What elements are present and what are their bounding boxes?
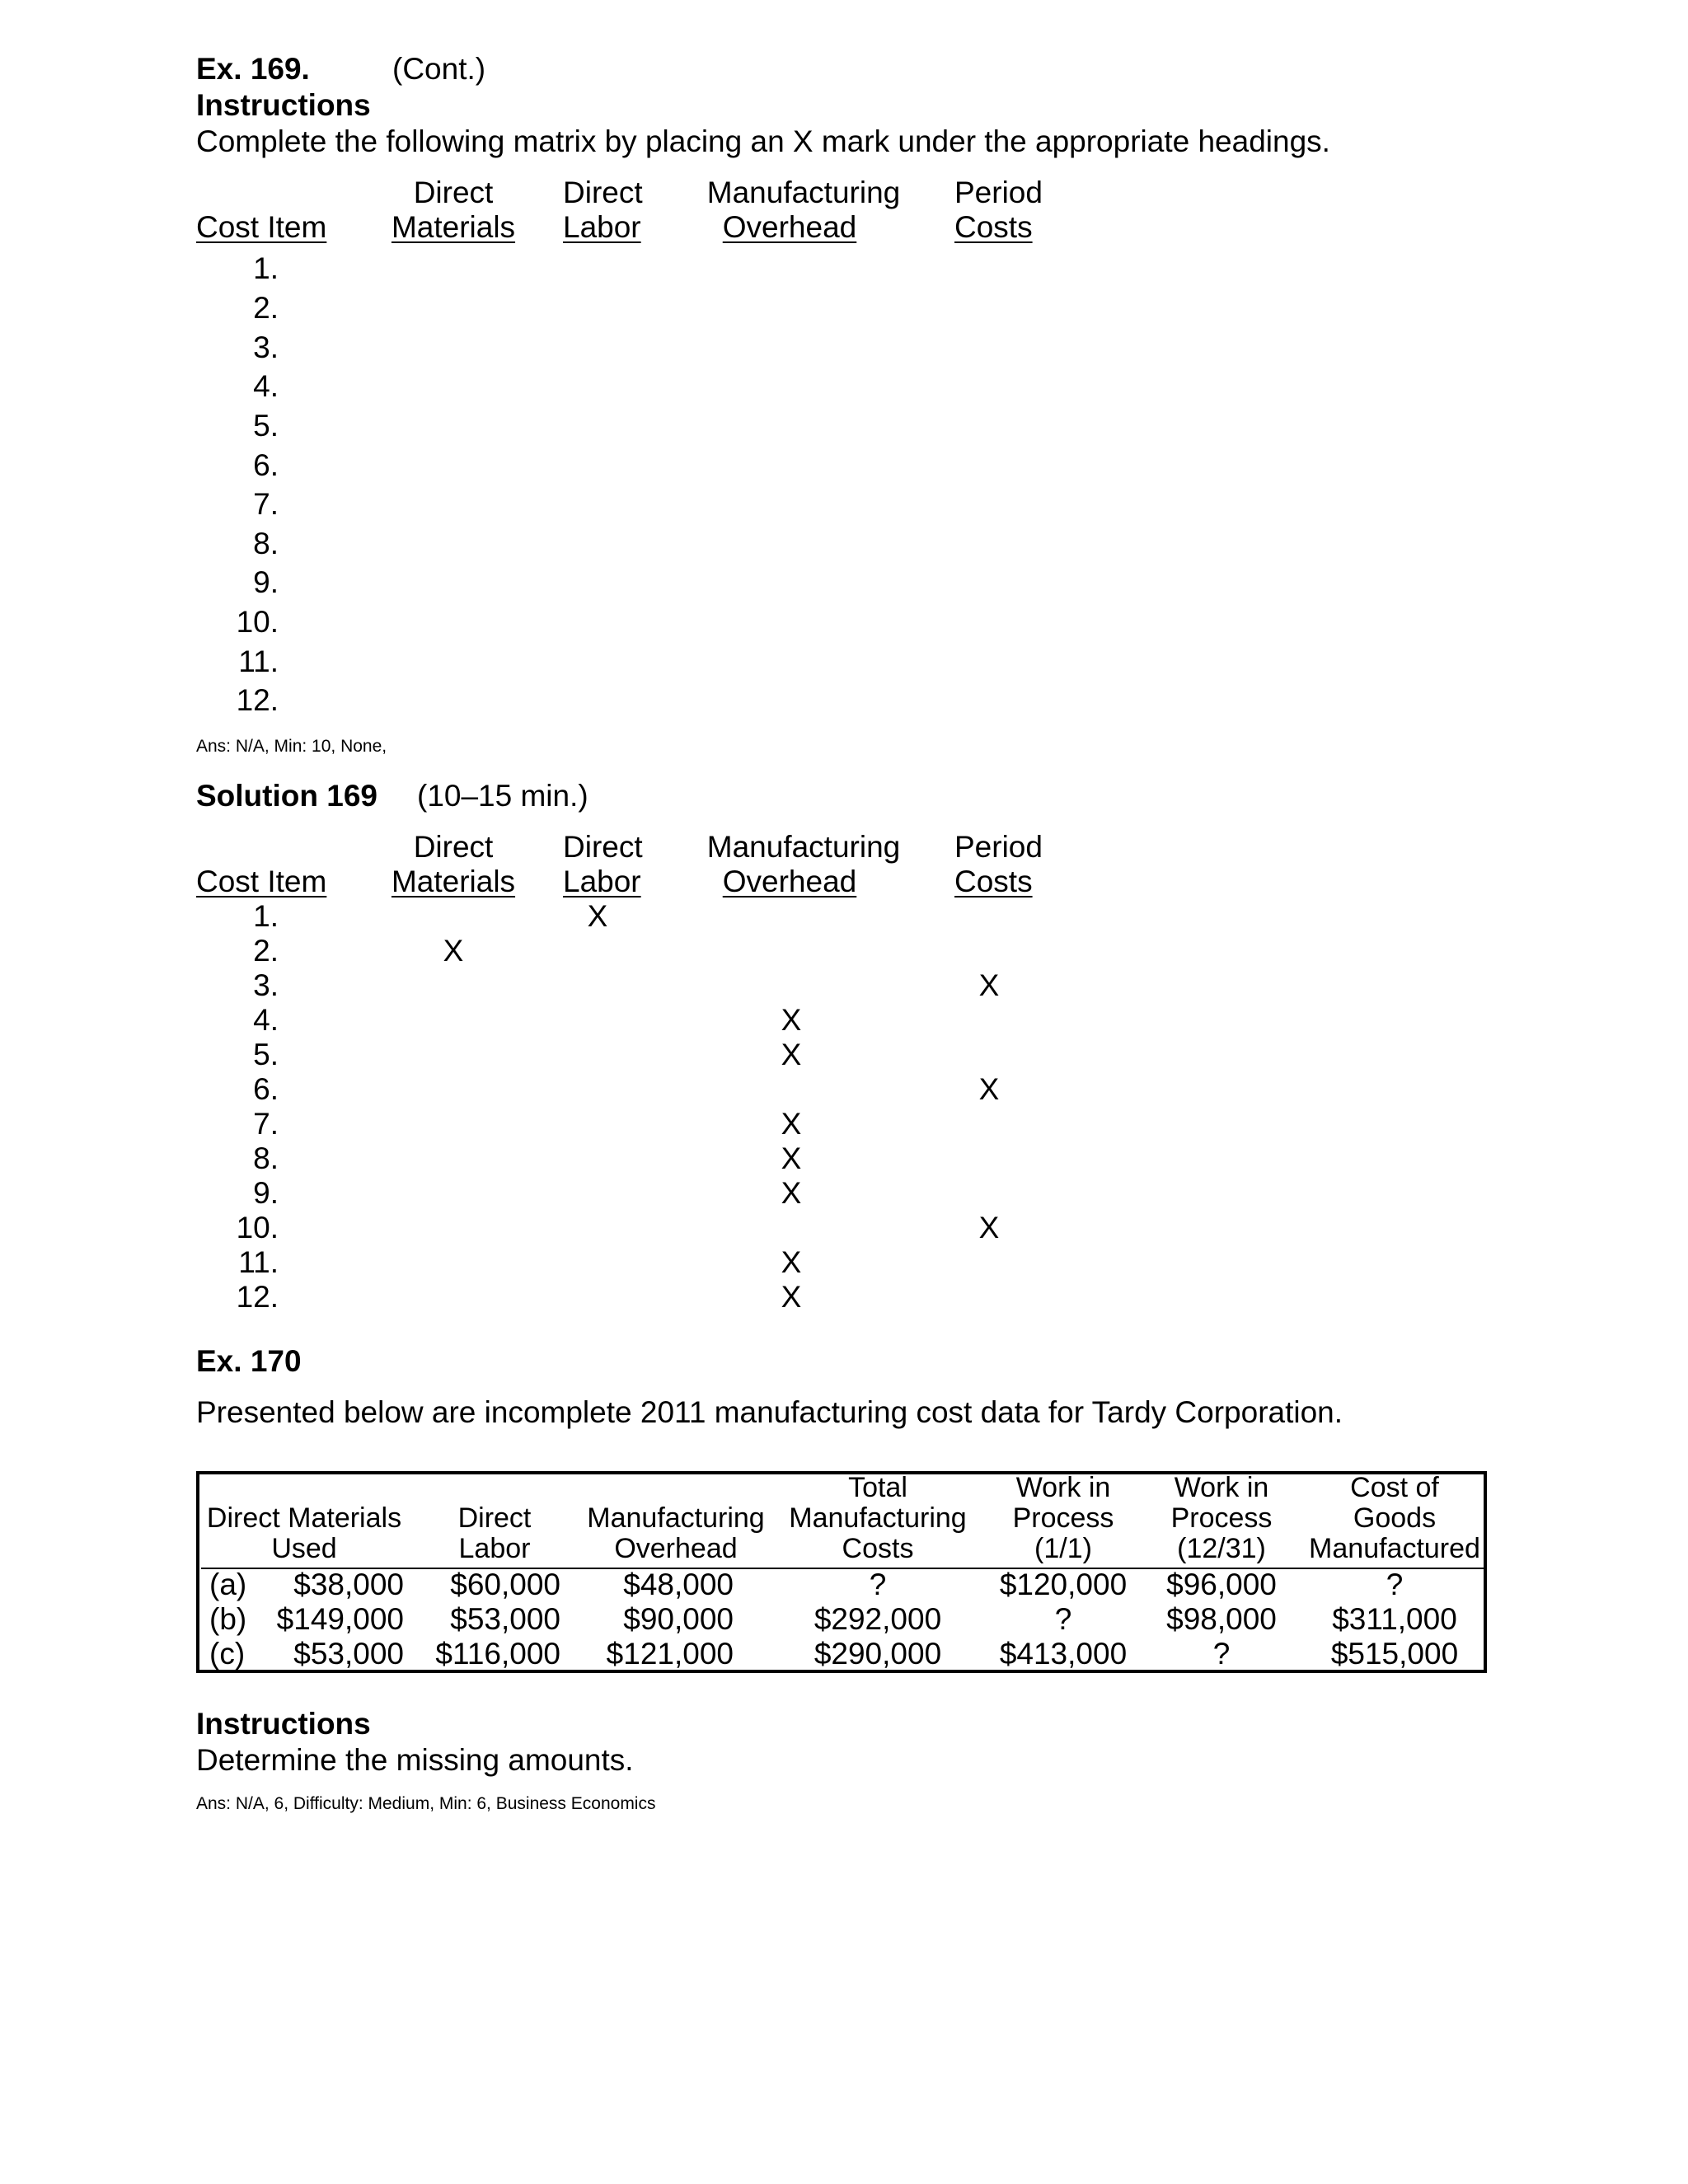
row-item-number: 4. <box>253 1003 279 1037</box>
header-cost-item: Cost Item <box>196 210 327 244</box>
col-header-line3: (1/1) <box>1034 1533 1092 1564</box>
table-cell: ? <box>869 1568 887 1601</box>
solution169-time: (10–15 min.) <box>417 779 588 813</box>
list-item: 3. <box>253 330 279 364</box>
table-cell: $413,000 <box>999 1637 1128 1671</box>
table-cell: $53,000 <box>450 1602 560 1636</box>
list-item: 8. <box>253 527 279 560</box>
col-header-line1: Work in <box>1174 1472 1269 1503</box>
table-cell: $60,000 <box>450 1568 560 1601</box>
row-item-number: 2. <box>253 934 279 968</box>
col-header-line3: Used <box>271 1533 337 1564</box>
list-item: 5. <box>253 409 279 443</box>
header-direct-labor-bottom: Labor <box>563 210 641 244</box>
col-header-line1: Work in <box>1015 1472 1111 1503</box>
col-header-line3: Costs <box>842 1533 914 1564</box>
header-direct-materials-bottom: Materials <box>391 865 516 898</box>
table-cell: $292,000 <box>814 1602 942 1636</box>
row-item-number: 5. <box>253 1038 279 1071</box>
mark-period-costs: X <box>978 1072 1000 1106</box>
ex169-title: Ex. 169. <box>196 52 310 86</box>
row-item-number: 8. <box>253 1141 279 1175</box>
mark-period-costs: X <box>978 1211 1000 1244</box>
ex169-instructions-heading: Instructions <box>196 88 371 122</box>
mark-mfg-overhead: X <box>781 1038 802 1071</box>
header-period-costs-top: Period <box>954 176 1043 209</box>
header-direct-materials-bottom: Materials <box>391 210 516 244</box>
table-cell: $90,000 <box>623 1602 734 1636</box>
row-item-number: 7. <box>253 1107 279 1141</box>
row-item-number: 11. <box>238 1245 279 1279</box>
header-mfg-overhead-bottom: Overhead <box>722 865 857 898</box>
list-item: 2. <box>253 291 279 325</box>
mark-mfg-overhead: X <box>781 1176 802 1210</box>
table-cell: ? <box>1386 1568 1404 1601</box>
col-header-line3: Labor <box>458 1533 531 1564</box>
col-header-line2: Direct <box>457 1502 532 1534</box>
ex170-instructions-text: Determine the missing amounts. <box>196 1743 634 1777</box>
mark-direct-labor: X <box>587 899 608 933</box>
header-period-costs-top: Period <box>954 830 1043 864</box>
table-cell: $53,000 <box>293 1637 404 1671</box>
ex169-answer-note: Ans: N/A, Min: 10, None, <box>196 737 387 756</box>
list-item: 4. <box>253 369 279 403</box>
table-cell: ? <box>1212 1637 1231 1671</box>
header-direct-materials-top: Direct <box>413 176 494 209</box>
table-cell: $290,000 <box>814 1637 942 1671</box>
table-cell: $96,000 <box>1166 1568 1277 1601</box>
ex170-answer-note: Ans: N/A, 6, Difficulty: Medium, Min: 6, Business Economics <box>196 1794 656 1813</box>
col-header-line1: Cost of <box>1350 1472 1439 1503</box>
row-item-number: 1. <box>253 899 279 933</box>
list-item: 11. <box>238 644 279 678</box>
row-label: (c) <box>209 1637 246 1671</box>
mark-mfg-overhead: X <box>781 1141 802 1175</box>
mark-direct-materials: X <box>443 934 464 968</box>
row-label: (b) <box>209 1602 247 1636</box>
table-cell: $149,000 <box>276 1602 404 1636</box>
table-cell: $116,000 <box>435 1637 560 1671</box>
solution169-title: Solution 169 <box>196 779 377 813</box>
row-item-number: 12. <box>236 1280 279 1314</box>
table-cell: $38,000 <box>293 1568 404 1601</box>
row-label: (a) <box>209 1568 247 1601</box>
row-item-number: 10. <box>236 1211 279 1244</box>
list-item: 6. <box>253 448 279 482</box>
ex170-intro: Presented below are incomplete 2011 manufacturing cost data for Tardy Corporation. <box>196 1395 1343 1429</box>
col-header-line1: Total <box>848 1472 907 1503</box>
header-direct-labor-top: Direct <box>563 176 643 209</box>
header-mfg-overhead-top: Manufacturing <box>706 830 901 864</box>
table-cell: ? <box>1054 1602 1072 1636</box>
header-mfg-overhead-bottom: Overhead <box>722 210 857 244</box>
mark-mfg-overhead: X <box>781 1280 802 1314</box>
list-item: 12. <box>236 683 279 717</box>
list-item: 10. <box>236 605 279 639</box>
table-cell: $48,000 <box>623 1568 734 1601</box>
col-header-line2: Manufacturing <box>587 1502 765 1534</box>
ex170-title: Ex. 170 <box>196 1344 302 1378</box>
mark-mfg-overhead: X <box>781 1107 802 1141</box>
row-item-number: 6. <box>253 1072 279 1106</box>
ex169-instructions-text: Complete the following matrix by placing an X mark under the appropriate headings. <box>196 124 1330 158</box>
ex169-cont-label: (Cont.) <box>392 52 486 86</box>
header-period-costs-bottom: Costs <box>954 210 1033 244</box>
header-period-costs-bottom: Costs <box>954 865 1033 898</box>
table-cell: $98,000 <box>1166 1602 1277 1636</box>
header-direct-labor-bottom: Labor <box>563 865 641 898</box>
table-cell: $121,000 <box>606 1637 734 1671</box>
list-item: 7. <box>253 487 279 521</box>
mark-mfg-overhead: X <box>781 1245 802 1279</box>
col-header-line2: Process <box>1170 1502 1273 1534</box>
col-header-line3: Overhead <box>614 1533 738 1564</box>
header-direct-materials-top: Direct <box>413 830 494 864</box>
header-mfg-overhead-top: Manufacturing <box>706 176 901 209</box>
list-item: 1. <box>253 251 279 285</box>
col-header-line3: Manufactured <box>1309 1533 1480 1564</box>
row-item-number: 9. <box>253 1176 279 1210</box>
col-header-line2: Manufacturing <box>789 1502 967 1534</box>
col-header-line2: Process <box>1012 1502 1114 1534</box>
header-cost-item: Cost Item <box>196 865 327 898</box>
col-header-line2: Goods <box>1353 1502 1437 1534</box>
mark-mfg-overhead: X <box>781 1003 802 1037</box>
header-direct-labor-top: Direct <box>563 830 643 864</box>
list-item: 9. <box>253 565 279 599</box>
col-header-line3: (12/31) <box>1177 1533 1266 1564</box>
ex170-instructions-heading: Instructions <box>196 1707 371 1741</box>
table-cell: $515,000 <box>1330 1637 1459 1671</box>
table-cell: $120,000 <box>999 1568 1128 1601</box>
mark-period-costs: X <box>978 968 1000 1002</box>
table-cell: $311,000 <box>1332 1602 1457 1636</box>
col-header-line2: Direct Materials <box>206 1502 402 1534</box>
row-item-number: 3. <box>253 968 279 1002</box>
